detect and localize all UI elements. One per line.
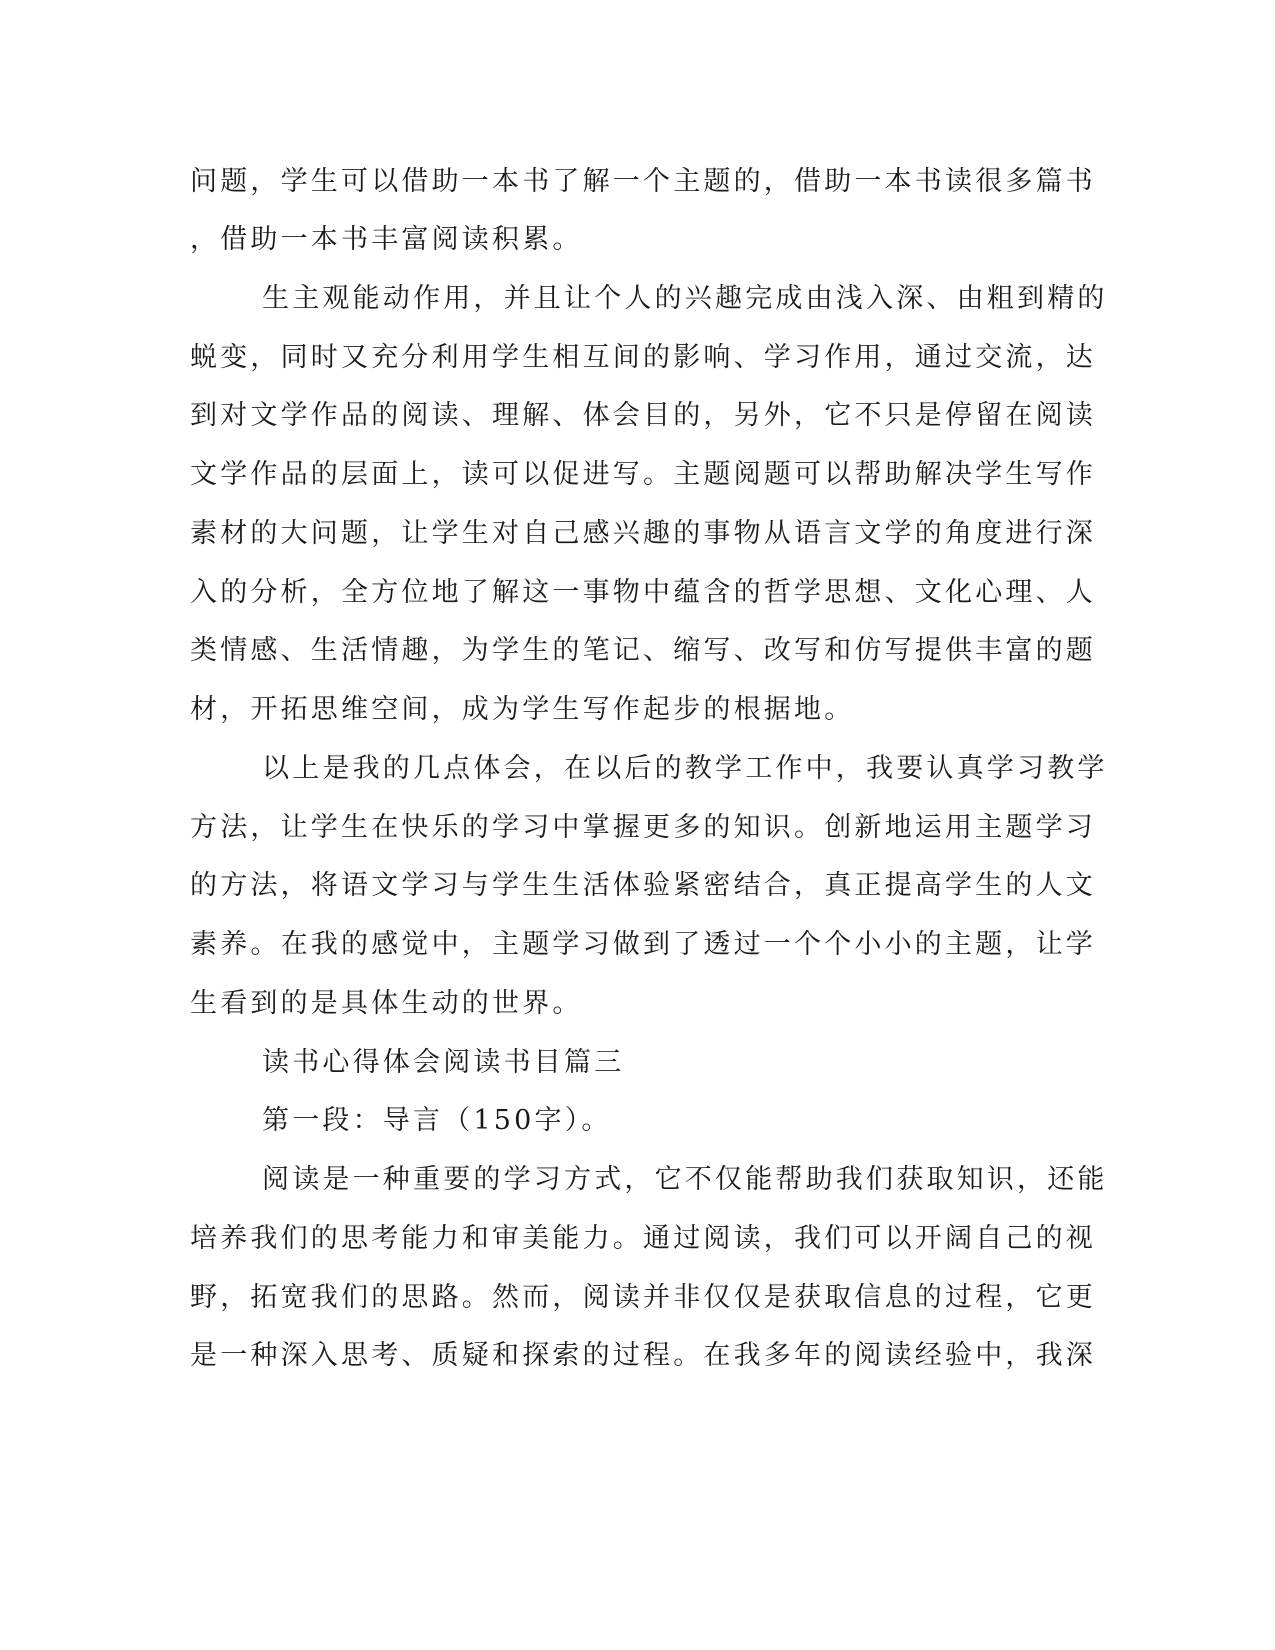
text-line: 是一种深入思考、质疑和探索的过程。在我多年的阅读经验中，我深 [190,1340,1096,1371]
text-line: 素材的大问题，让学生对自己感兴趣的事物从语言文学的角度进行深 [190,518,1096,549]
text-line: 类情感、生活情趣，为学生的笔记、缩写、改写和仿写提供丰富的题 [190,635,1096,666]
text-line: 培养我们的思考能力和审美能力。通过阅读，我们可以开阔自己的视 [190,1223,1096,1254]
text-line: 生主观能动作用，并且让个人的兴趣完成由浅入深、由粗到精的 [262,283,1108,314]
text-line: 以上是我的几点体会，在以后的教学工作中，我要认真学习教学 [262,753,1108,784]
text-line: 的方法，将语文学习与学生生活体验紧密结合，真正提高学生的人文 [190,870,1096,901]
text-line: 方法，让学生在快乐的学习中掌握更多的知识。创新地运用主题学习 [190,812,1096,843]
text-line: 阅读是一种重要的学习方式，它不仅能帮助我们获取知识，还能 [262,1164,1108,1195]
subsection-heading: 第一段：导言（150字）。 [262,1105,612,1136]
text-line: 蜕变，同时又充分利用学生相互间的影响、学习作用，通过交流，达 [190,342,1096,373]
text-line: ，借助一本书丰富阅读积累。 [190,224,583,255]
text-line: 问题，学生可以借助一本书了解一个主题的，借助一本书读很多篇书 [190,166,1096,197]
text-line: 材，开拓思维空间，成为学生写作起步的根据地。 [190,694,855,725]
text-line: 野，拓宽我们的思路。然而，阅读并非仅仅是获取信息的过程，它更 [190,1282,1096,1313]
text-line: 文学作品的层面上，读可以促进写。主题阅题可以帮助解决学生写作 [190,459,1096,490]
text-line: 入的分析，全方位地了解这一事物中蕴含的哲学思想、文化心理、人 [190,577,1096,608]
section-heading: 读书心得体会阅读书目篇三 [262,1047,625,1078]
text-line: 到对文学作品的阅读、理解、体会目的，另外，它不只是停留在阅读 [190,400,1096,431]
text-line: 生看到的是具体生动的世界。 [190,988,583,1019]
text-line: 素养。在我的感觉中，主题学习做到了透过一个个小小的主题，让学 [190,929,1096,960]
